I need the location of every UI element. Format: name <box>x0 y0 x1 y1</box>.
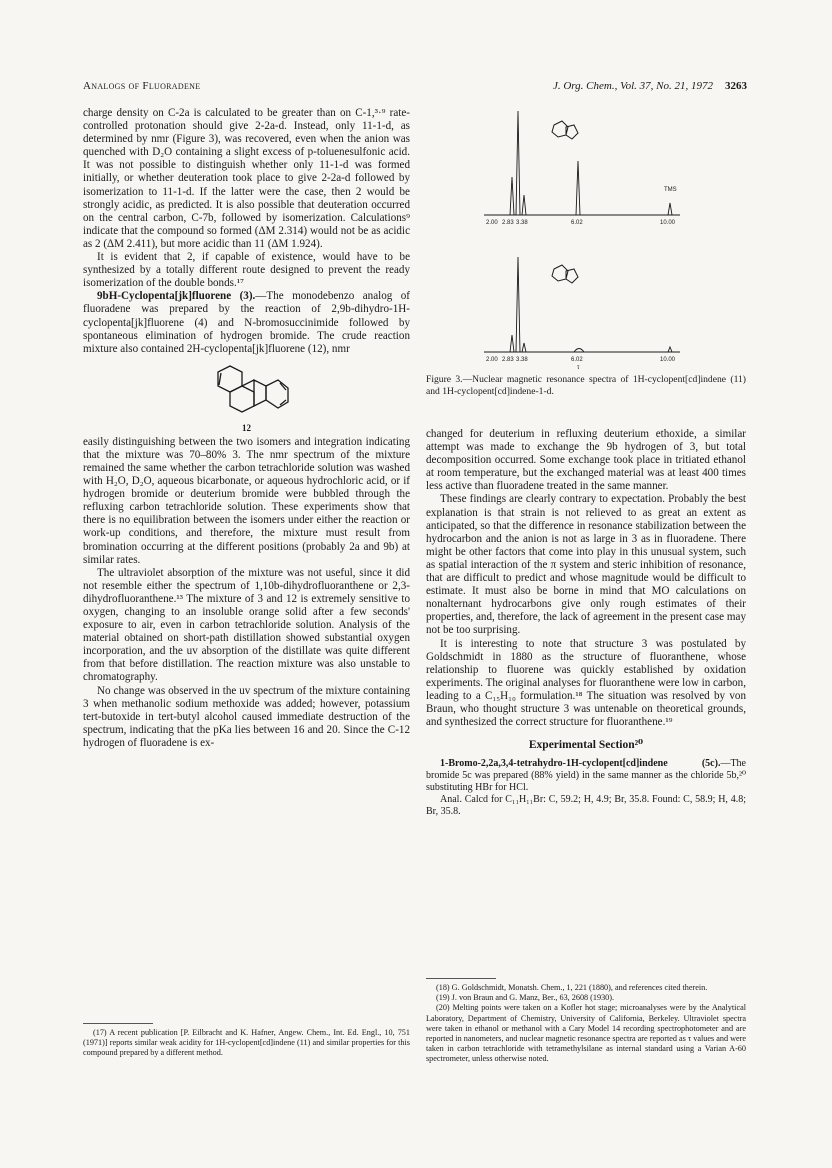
experimental-paragraph-1-text: —The bromide 5c was prepared (88% yield) in the same manner as the chloride 5b,²⁰ substituting HBr for HCl. <box>426 758 746 794</box>
structure-12-drawing <box>202 360 292 418</box>
top-tick-label-2: 3.38 <box>516 220 528 226</box>
bottom-tick-label-4: 10.00 <box>660 357 676 363</box>
footnotes-left <box>83 1023 410 1059</box>
footnote-rule <box>83 1023 153 1024</box>
experimental-section <box>426 739 746 818</box>
figure-3-nmr-spectra <box>484 107 684 371</box>
tms-label: TMS <box>664 187 677 193</box>
left-paragraph-5: The ultraviolet absorption of the mixture was not useful, since it did not resemble either the spectrum of 1,10b-dihydrofluoranthene or 2,3-dihydrofluoranthene.¹³ The mixture of 3 and 12 is extremely sensitive to oxygen, changing to an insoluble orange solid after a few seconds' exposure to air, even in carbon tetrachloride solution. Analysis of the material obtained on short-path distillation showed substantial oxygen incorporation, and the uv absorption of the distillate was quite different from that before distillation. The reaction mixture was also unstable to chromatography. <box>83 566 410 684</box>
left-paragraph-3-text: —The monodebenzo analog of fluoradene was prepared by the reaction of 2,9b-dihydro-1H-cyclopenta[jk]fluorene (4) and N-bromosuccinimide followed by spontaneous elimination of hydrogen bromide. The crude reaction mixture also contained 2H-cyclopenta[jk]fluorene (12), nmr <box>83 290 410 355</box>
journal-citation <box>553 80 747 92</box>
experimental-heading: Experimental Section²⁰ <box>528 739 644 752</box>
footnote-rule-right <box>426 978 496 979</box>
right-paragraph-3: It is interesting to note that structure 3 was postulated by Goldschmidt in 1880 as the structure of fluoranthene, whose relationship to fluorene was quickly established by oxidation experiments. The original analyses for fluoranthene were low in carbon, leading to a C₁₅H₁₀ formulation.¹⁸ The situation was resolved by von Braun, who thought structure 3 was untenable on theoretical grounds, and synthesized the correct structure for fluoranthene.¹⁹ <box>426 637 746 729</box>
bottom-tick-label-2: 3.38 <box>516 357 528 363</box>
section-heading-3: 9bH-Cyclopenta[jk]fluorene (3). <box>97 290 256 303</box>
right-paragraph-2: These findings are clearly contrary to expectation. Probably the best explanation is that strain is not relieved to as great an extent as anticipated, so that the difference in resonance stabilization between the hydrocarbon and the anion is not as large in 3 as in fluoradene. There might be other factors that come into play in this unusual system, such as spatial interaction of the π system and steric inhibition of resonance, that are difficult to predict and whose magnitude would be difficult to estimate. It must also be borne in mind that MO calculations on nonalternant hydrocarbons give only rough estimates of their properties, and, therefore, the lack of agreement in the present case may not be too surprising. <box>426 493 746 637</box>
left-paragraph-4: easily distinguishing between the two isomers and integration indicating that the mixture was 70–80% 3. The nmr spectrum of the mixture remained the same whether the carbon tetrachloride solution was washed with H₂O, D₂O, aqueous bicarbonate, or aqueous hydrochloric acid, or if hydrogen bromide or deuterium bromide were bubbled through the refluxing carbon tetrachloride solution. These experiments show that there is no equilibration between the isomers under either the reaction or work-up conditions, and therefore, the mixture must result from bromination occurring at the different positions (probably 2a and 9b) at similar rates. <box>83 435 410 566</box>
left-paragraph-6: No change was observed in the uv spectrum of the mixture containing 3 when methanolic sodium methoxide was added; however, potassium tert-butoxide in tert-butyl alcohol caused immediate destruction of the spectrum, indicating that the pKa lies between 16 and 20. Since the C-12 hydrogen of fluoradene is ex- <box>83 684 410 749</box>
bottom-tick-label-3: 6.02 <box>571 357 583 363</box>
structure-12 <box>83 360 410 432</box>
left-column <box>83 107 410 750</box>
footnote-20: (20) Melting points were taken on a Kofler hot stage; microanalyses were by the Analytical Laboratory, Department of Chemistry, University of California, Berkeley. Ultraviolet spectra were taken in ethanol or methanol with a Cary Model 14 recording spectrophotometer and are reported in nanometers, and nuclear magnetic resonance spectra are reported as τ values and were taken in carbon tetrachloride with tetramethylsilane as internal standard using a Varian A-60 spectrometer, unless otherwise noted. <box>426 1003 746 1064</box>
nmr-spectra-plot <box>484 107 684 371</box>
figure-3-caption <box>426 374 746 397</box>
top-tick-label-1: 2.83 <box>502 220 514 226</box>
figure-3-caption-text: Figure 3.—Nuclear magnetic resonance spectra of 1H-cyclopent[cd]indene (11) and 1H-cyclopent[cd]indene-1-d. <box>426 374 746 397</box>
bottom-tick-label-0: 2.00 <box>486 357 498 363</box>
footnote-17: (17) A recent publication [P. Eilbracht and K. Hafner, Angew. Chem., Int. Ed. Engl., 10, 751 (1971)] reports similar weak acidity for 1H-cyclopent[cd]indene (11) and similar properties for this compound prepared by a different method. <box>83 1028 410 1058</box>
experimental-analysis: Anal. Calcd for C₁₁H₁₁Br: C, 59.2; H, 4.9; Br, 35.8. Found: C, 58.9; H, 4.8; Br, 35.8. <box>426 794 746 818</box>
right-column <box>426 428 746 818</box>
right-paragraph-1: changed for deuterium in refluxing deuterium ethoxide, a similar attempt was made to exchange the 9b hydrogen of 3, but total decomposition occurred. Some exchange took place in tritiated ethanol at room temperature, but the exchanged material was at least 400 times less active than fluoradene treated in the same manner. <box>426 428 746 493</box>
left-paragraph-3 <box>83 290 410 355</box>
tau-label: τ <box>577 365 580 371</box>
footnote-18: (18) G. Goldschmidt, Monatsh. Chem., 1, 221 (1880), and references cited therein. <box>436 983 708 992</box>
left-paragraph-1: charge density on C-2a is calculated to be greater than on C-1,³·⁹ rate-controlled protonation should give 2-2a-d. Instead, only 11-1-d, as determined by nmr (Figure 3), was recovered, even when the anion was quenched with D₂O containing a slight excess of p-toluenesulfonic acid. It was not possible to distinguish whether only 11-1-d was formed initially, or whether deuteration took place to give 2-2a-d followed by isomerization to 11-1-d. If the latter were the case, then 2 would be strongly acidic, as predicted. It is also possible that deuteration occurred on the central carbon, C-7b, followed by isomerization. Calculations⁹ indicate that the compound so formed (ΔM 2.314) would not be as acidic as 2 (ΔM 2.411), but more acidic than 11 (ΔM 1.924). <box>83 107 410 250</box>
top-tick-label-0: 2.00 <box>486 220 498 226</box>
page-number: 3263 <box>725 80 747 92</box>
journal-name: J. Org. Chem., Vol. 37, No. 21, 1972 <box>552 80 713 92</box>
footnotes-right <box>426 978 746 1065</box>
footnote-19: (19) J. von Braun and G. Manz, Ber., 63, 2608 (1930). <box>436 993 615 1003</box>
experimental-paragraph-1 <box>426 758 746 794</box>
compound-5c-title: 1-Bromo-2,2a,3,4-tetrahydro-1H-cyclopent[cd]indene (5c). <box>440 758 721 770</box>
left-paragraph-2: It is evident that 2, if capable of existence, would have to be synthesized by a totally different route designed to prevent the ready isomerization of the double bonds.¹⁷ <box>83 251 410 290</box>
bottom-tick-label-1: 2.83 <box>502 357 514 363</box>
top-tick-label-3: 6.02 <box>571 220 583 226</box>
header-title: Analogs of Fluoradene <box>83 80 201 92</box>
running-header <box>83 80 747 96</box>
structure-12-label: 12 <box>242 422 251 433</box>
top-tick-label-4: 10.00 <box>660 220 676 226</box>
